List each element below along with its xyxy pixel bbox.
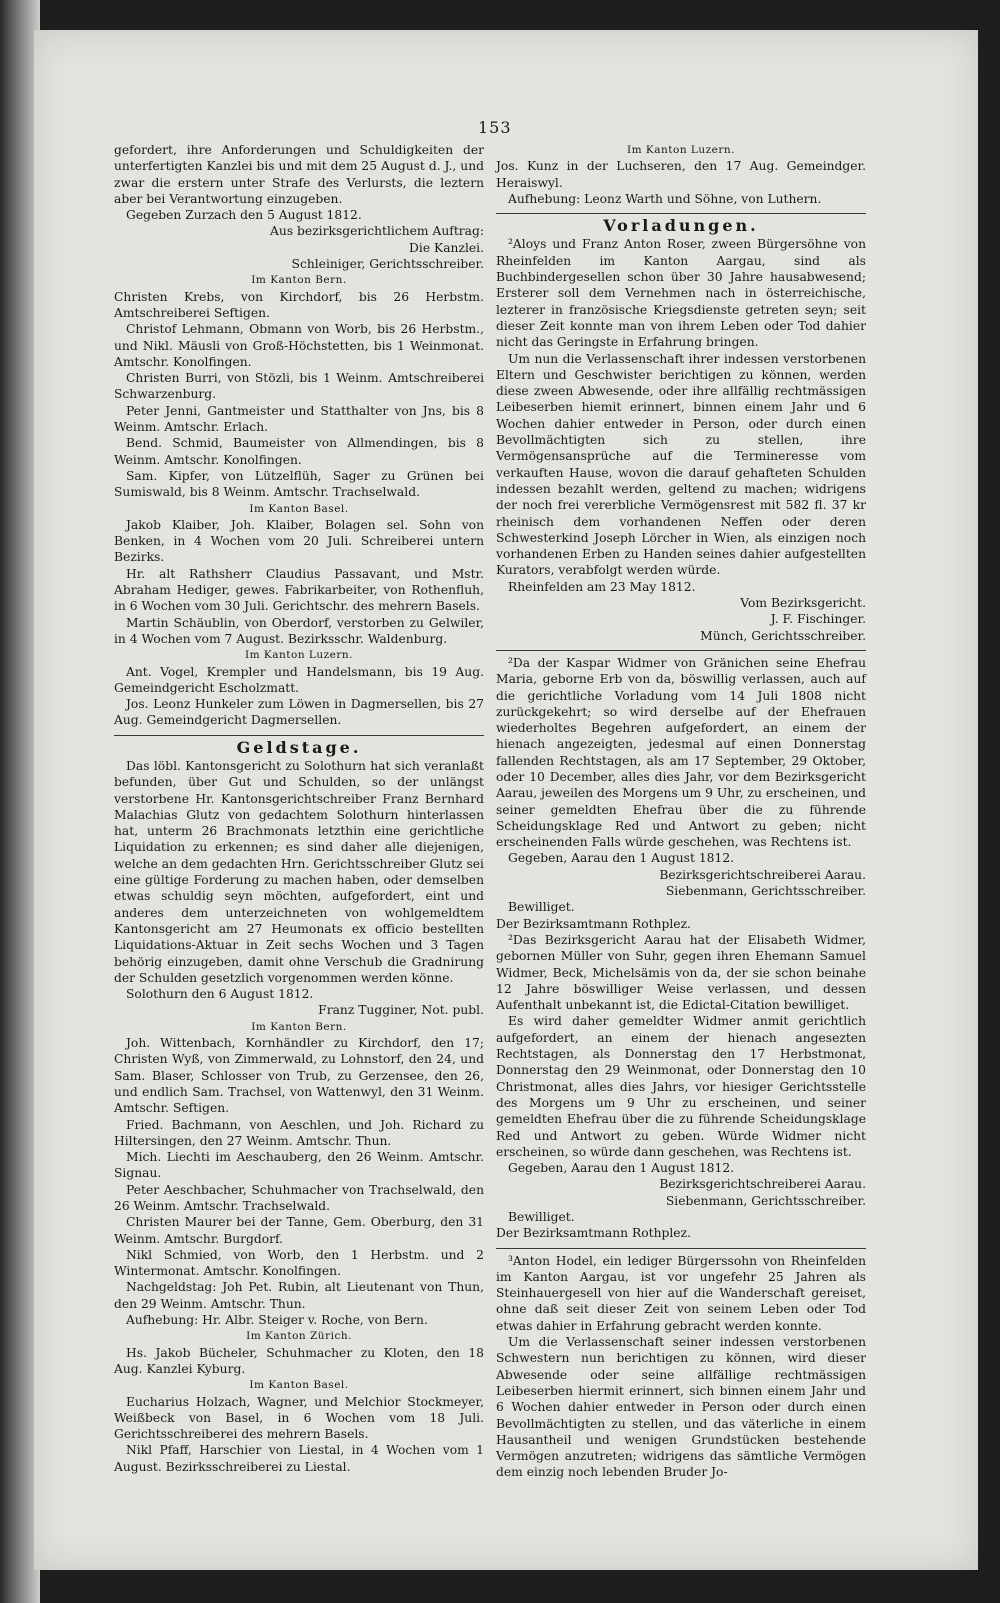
canton-subheading: Im Kanton Zürich. [246, 1330, 352, 1343]
paragraph: Der Bezirksamtmann Rothplez. [496, 916, 691, 931]
section-divider [496, 213, 866, 214]
page-number: 153 [478, 118, 512, 137]
signature-line: Siebenmann, Gerichtsschreiber. [665, 884, 866, 899]
paragraph: Ant. Vogel, Krempler und Handelsmann, bis 19 Aug. Gemeindgericht Escholzmatt. [114, 664, 484, 695]
signature-line: Siebenmann, Gerichtsschreiber. [665, 1193, 866, 1208]
paragraph: Aufhebung: Leonz Warth und Söhne, von Luthern. [508, 191, 822, 206]
signature-line: Bezirksgerichtschreiberei Aarau. [659, 1177, 866, 1192]
canton-subheading: Im Kanton Luzern. [626, 144, 736, 156]
section-divider [496, 1248, 866, 1249]
paragraph: Sam. Kipfer, von Lützelflüh, Sager zu Grünen bei Sumiswald, bis 8 Weinm. Amtschr. Trachselwald. [114, 468, 484, 500]
section-heading: Geldstage. [236, 737, 362, 757]
paragraph: Bewilliget. [508, 900, 575, 915]
canton-subheading: Im Kanton Basel. [249, 1379, 349, 1392]
paragraph: Mich. Liechti im Aeschauberg, den 26 Weinm. Amtschr. Signau. [114, 1150, 484, 1181]
signature-line: Franz Tugginer, Not. publ. [318, 1003, 484, 1018]
paragraph: Um nun die Verlassenschaft ihrer indessen verstorbenen Eltern und Geschwister berichtigen zu können, werden diese zween Abwesende, oder ihre allfällig rechtmässigen Leibeserben hiemit erinnert, binnen einem Jahr und 6 Wochen dahier entweder in Person, oder durch einen Bevollmächtigten sich zu stellen, ihre Vermögensansprüche auf die Termineresse vom verkauften Hause, wovon die darauf gehafteten Schulden indessen bezahlt werden, geltend zu machen; widrigens der noch frei vererbliche Vermögensrest mit 582 fl. 37 kr rheinisch dem vorhandenen Neffen oder deren Schwesterkind Joseph Lörcher in Wien, als einzigen noch vorhandenen Erben zu Handen seines dahier aufgestellten Kurators, verabfolgt werden würde. [496, 351, 866, 578]
section-divider [114, 735, 484, 736]
signature-line: Vom Bezirksgericht. [740, 596, 866, 611]
paragraph: Martin Schäublin, von Oberdorf, verstorben zu Gelwiler, in 4 Wochen vom 7 August. Bezirksschr. Waldenburg. [114, 615, 484, 646]
paragraph: ²Aloys und Franz Anton Roser, zween Bürgersöhne von Rheinfelden im Kanton Aargau, sind als Buchbindergesellen schon über 30 Jahre hausabwesend; Ersterer soll dem Vernehmen nach in österreichische, lezterer in französische Kriegsdienste getreten seyn; seit dieser Zeit konnte man von ihrem Leben oder Tod dahier nicht das Geringste in Erfahrung bringen. [496, 237, 866, 350]
paragraph: Hs. Jakob Bücheler, Schuhmacher zu Kloten, den 18 Aug. Kanzlei Kyburg. [114, 1345, 484, 1376]
paragraph: ²Da der Kaspar Widmer von Gränichen seine Ehefrau Maria, geborne Erb von da, böswillig verlassen, auch auf die gerichtliche Vorladung vom 14 Juli 1808 nicht zurückgekehrt; so wird derselbe auf der Ehefrauen wiederholtes Begehren aufgefordert, an einem der hienach angezeigten, jedesmal auf einen Donnerstag fallenden Rechtstagen, als am 17 September, 29 Oktober, oder 10 December, alles dies Jahr, vor dem Bezirksgericht Aarau, jeweilen des Morgens um 9 Uhr, zu erscheinen, und seiner gemeldten Ehefrau über die zu führende Scheidungsklage Red und Antwort zu geben; nicht erscheinenden Falls würde geschehen, was Rechtens ist. [496, 655, 866, 850]
signature-line: J. F. Fischinger. [770, 612, 866, 627]
right-column [496, 142, 866, 1481]
paragraph: gefordert, ihre Anforderungen und Schuldigkeiten der unterfertigten Kanzlei bis und mit dem 25 August d. J., und zwar die erstern unter Strafe des Verlursts, die leztern aber bei Verantwortung einzugeben. [114, 143, 484, 206]
paragraph: Nikl Pfaff, Harschier von Liestal, in 4 Wochen vom 1 August. Bezirksschreiberei zu Liestal. [114, 1443, 484, 1474]
paragraph: Christof Lehmann, Obmann von Worb, bis 26 Herbstm., und Nikl. Mäusli von Groß-Höchstetten, bis 1 Weinmonat. Amtschr. Konolfingen. [114, 322, 484, 369]
canton-subheading: Im Kanton Bern. [251, 274, 347, 287]
canton-subheading: Im Kanton Luzern. [244, 649, 354, 662]
paragraph: Christen Krebs, von Kirchdorf, bis 26 Herbstm. Amtschreiberei Seftigen. [114, 289, 484, 320]
paragraph: Hr. alt Rathsherr Claudius Passavant, und Mstr. Abraham Hediger, gewes. Fabrikarbeiter, von Rothenfluh, in 6 Wochen vom 30 Juli. Gerichtschr. des mehrern Basels. [114, 566, 484, 614]
signature-line: Die Kanzlei. [409, 240, 484, 255]
paragraph: Nachgeldstag: Joh Pet. Rubin, alt Lieutenant von Thun, den 29 Weinm. Amtschr. Thun. [114, 1280, 484, 1311]
paragraph: Der Bezirksamtmann Rothplez. [496, 1226, 691, 1241]
paragraph: Peter Jenni, Gantmeister und Statthalter von Jns, bis 8 Weinm. Amtschr. Erlach. [114, 403, 484, 435]
paragraph: Peter Aeschbacher, Schuhmacher von Trachselwald, den 26 Weinm. Amtschr. Trachselwald. [114, 1182, 484, 1213]
paragraph: Jos. Leonz Hunkeler zum Löwen in Dagmersellen, bis 27 Aug. Gemeindgericht Dagmersellen. [114, 697, 484, 728]
paragraph: ³Anton Hodel, ein lediger Bürgerssohn von Rheinfelden im Kanton Aargau, ist vor ungefehr 25 Jahren als Steinhauergesell von hier auf die Wanderschaft gereiset, ohne daß seit dieser Zeit von seinem Leben oder Tod etwas dahier in Erfahrung gebracht werden konnte. [496, 1253, 866, 1333]
paragraph: Solothurn den 6 August 1812. [126, 987, 314, 1002]
paragraph: Gegeben, Aarau den 1 August 1812. [508, 1161, 735, 1176]
paragraph: Bewilliget. [508, 1210, 575, 1224]
canton-subheading: Im Kanton Bern. [251, 1020, 347, 1033]
paragraph: Bend. Schmid, Baumeister von Allmendingen, bis 8 Weinm. Amtschr. Konolfingen. [114, 436, 484, 467]
signature-line: Schleiniger, Gerichtsschreiber. [291, 257, 484, 272]
paragraph: Joh. Wittenbach, Kornhändler zu Kirchdorf, den 17; Christen Wyß, von Zimmerwald, zu Lohnstorf, den 24, und Sam. Blaser, Schlosser von Trub, zu Gerzensee, den 26, und endlich Sam. Trachsel, von Wattenwyl, den 31 Weinm. Amtschr. Seftigen. [114, 1036, 484, 1116]
paragraph: Gegeben, Aarau den 1 August 1812. [508, 851, 735, 866]
paragraph: Rheinfelden am 23 May 1812. [508, 579, 696, 594]
paragraph: Jos. Kunz in der Luchseren, den 17 Aug. Gemeindger. Heraiswyl. [496, 159, 866, 190]
paragraph: Fried. Bachmann, von Aeschlen, und Joh. Richard zu Hiltersingen, den 27 Weinm. Amtschr. Thun. [114, 1117, 484, 1148]
paragraph: Aufhebung: Hr. Albr. Steiger v. Roche, von Bern. [126, 1313, 428, 1328]
canton-subheading: Im Kanton Basel. [249, 502, 349, 515]
paragraph: Jakob Klaiber, Joh. Klaiber, Bolagen sel. Sohn von Benken, in 4 Wochen vom 20 Juli. Schreiberei untern Bezirks. [114, 517, 484, 565]
signature-line: Aus bezirksgerichtlichem Auftrag: [270, 224, 484, 239]
section-heading: Vorladungen. [603, 216, 759, 236]
paragraph: Christen Maurer bei der Tanne, Gem. Oberburg, den 31 Weinm. Amtschr. Burgdorf. [114, 1215, 484, 1246]
signature-line: Münch, Gerichtsschreiber. [700, 628, 866, 643]
paragraph: Gegeben Zurzach den 5 August 1812. [126, 208, 362, 223]
paragraph: Nikl Schmied, von Worb, den 1 Herbstm. und 2 Wintermonat. Amtschr. Konolfingen. [114, 1247, 484, 1279]
paragraph: ²Das Bezirksgericht Aarau hat der Elisabeth Widmer, gebornen Müller von Suhr, gegen ihren Ehemann Samuel Widmer, Beck, Michelsämis von da, der sie schon beinahe 12 Jahre böswilliger Weise verlassen, und dessen Aufenthalt unbekannt ist, die Edictal-Citation bewilliget. [496, 932, 866, 1013]
paragraph: Eucharius Holzach, Wagner, und Melchior Stockmeyer, Weißbeck von Basel, in 6 Wochen vom 18 Juli. Gerichtsschreiberei des mehrern Basels. [114, 1394, 484, 1442]
signature-line: Bezirksgerichtschreiberei Aarau. [659, 867, 866, 882]
paragraph: Das löbl. Kantonsgericht zu Solothurn hat sich veranlaßt befunden, über Gut und Schulden, so der unlängst verstorbene Hr. Kantonsgerichtschreiber Franz Bernhard Malachias Glutz von gedachtem Solothurn hinterlassen hat, unterm 26 Brachmonats letzthin eine gerichtliche Liquidation zu erkennen; es sind daher alle diejenigen, welche an dem gedachten Hrn. Gerichtsschreiber Glutz sei eine gültige Forderung zu machen haben, oder demselben etwas schuldig seyn möchten, aufgefordert, eint und anderes dem unterzeichneten von wohlgemeldtem Kantonsgericht am 27 Heumonats ex officio bestellten Liquidations-Aktuar in Zeit sechs Wochen und 3 Tagen behörig einzugeben, damit ohne Verschub die Gradnirung der Schulden gesetzlich vorgenommen werden könne. [114, 758, 484, 985]
paragraph: Um die Verlassenschaft seiner indessen verstorbenen Schwestern nun berichtigen zu können, wird dieser Abwesende oder seine allfällige rechtmässigen Leibeserben hiermit erinnert, sich binnen einem Jahr und 6 Wochen dahier entweder in Person oder durch einen Bevollmächtigten zu stellen, und das väterliche in einem Hausantheil und wenigen Grundstücken bestehende Vermögen anzutreten; widrigens das sämtliche Vermögen dem einzig noch lebenden Bruder Jo- [496, 1335, 866, 1480]
left-column [114, 142, 484, 1475]
section-divider [496, 650, 866, 651]
paragraph: Christen Burri, von Stözli, bis 1 Weinm. Amtschreiberei Schwarzenburg. [114, 371, 484, 402]
paragraph: Es wird daher gemeldter Widmer anmit gerichtlich aufgefordert, an einem der hienach angesezten Rechtstagen, als Donnerstag den 17 Herbstmonat, Donnerstag den 29 Weinmonat, oder Donnerstag den 10 Christmonat, alles dies Jahrs, vor hiesiger Gerichtsstelle des Morgens um 9 Uhr zu erscheinen, und seiner gemeldten Ehefrau über die zu führende Scheidungsklage Red und Antwort zu geben. Würde Widmer nicht erscheinen, so würde dann geschehen, was Rechtens ist. [496, 1014, 866, 1159]
